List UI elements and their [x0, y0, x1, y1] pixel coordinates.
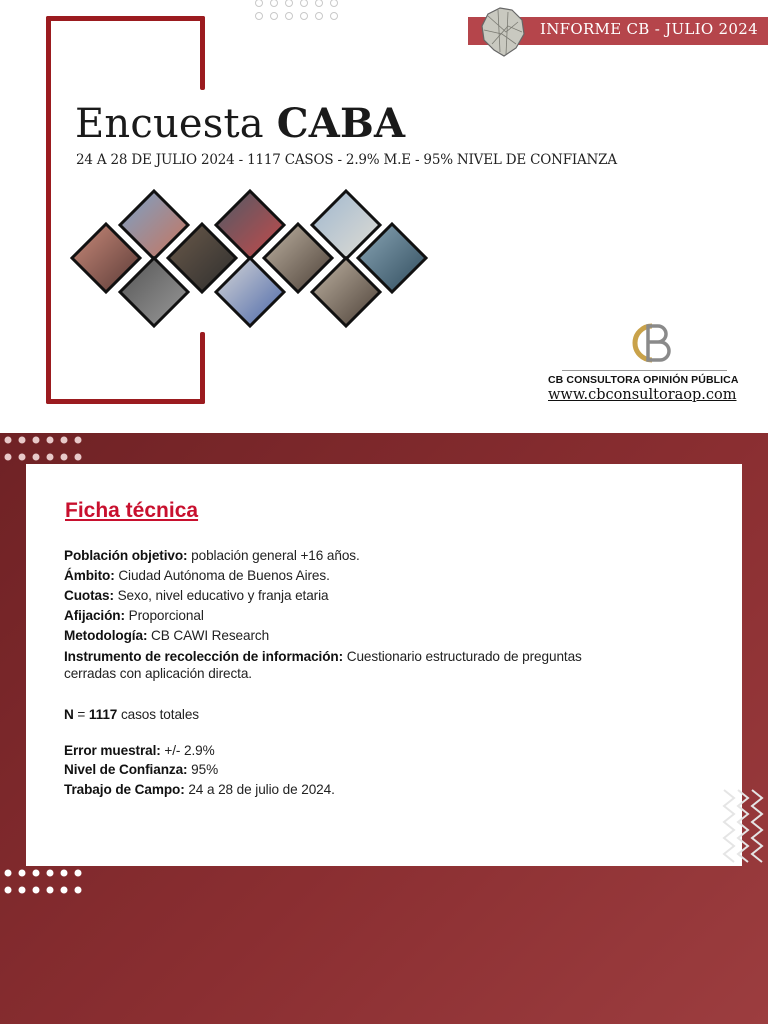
frame-bar-top: [46, 16, 205, 21]
frame-bar-left: [46, 16, 51, 404]
stat-value: +/- 2.9%: [160, 743, 215, 758]
n-suffix: casos totales: [117, 707, 199, 722]
frame-bar-right-top: [200, 16, 205, 90]
title-regular: Encuesta: [75, 101, 277, 147]
ficha-item-continuation: [64, 666, 252, 681]
ficha-value: Sexo, nivel educativo y franja etaria: [113, 588, 329, 603]
ficha-label: Instrumento de recolección de información:: [64, 649, 344, 664]
stat-item: [64, 782, 335, 797]
ficha-item: [64, 649, 582, 664]
ficha-value: población general +16 años.: [187, 548, 360, 563]
cb-logo-icon: [624, 320, 672, 366]
ficha-label: Afijación:: [64, 608, 125, 623]
ficha-item: [64, 568, 330, 583]
page-title: [75, 100, 405, 147]
caba-map-icon: [478, 4, 528, 58]
stat-value: 95%: [187, 762, 219, 777]
ficha-item: [64, 608, 204, 623]
stat-item: [64, 762, 218, 777]
ficha-item: [64, 628, 269, 643]
n-eq: =: [73, 707, 89, 722]
photo-mosaic: [70, 186, 430, 331]
ficha-value: cerradas con aplicación directa.: [64, 666, 252, 681]
ficha-item: [64, 588, 328, 603]
decorative-chevrons: [720, 786, 768, 866]
ficha-value: Cuestionario estructurado de preguntas: [343, 649, 582, 664]
stat-label: Nivel de Confianza:: [64, 762, 188, 777]
n-label: N: [64, 707, 74, 722]
ficha-value: Ciudad Autónoma de Buenos Aires.: [114, 568, 330, 583]
stat-label: Error muestral:: [64, 743, 161, 758]
brand-url-link[interactable]: www.cbconsultoraop.com: [548, 387, 737, 403]
frame-bar-bottom: [46, 399, 205, 404]
n-value: 1117: [88, 707, 118, 722]
ficha-value: CB CAWI Research: [147, 628, 270, 643]
decorative-dots-left-bottom: [4, 868, 89, 896]
ficha-label: Población objetivo:: [64, 548, 188, 563]
title-bold: CABA: [276, 100, 406, 147]
brand-name: CB CONSULTORA OPINIÓN PÚBLICA: [548, 374, 739, 386]
logo-divider: [562, 370, 727, 371]
report-badge-text: INFORME CB - JULIO 2024: [540, 20, 758, 38]
decorative-dots-top: [254, 0, 344, 22]
decorative-dots-left-top: [4, 434, 89, 464]
ficha-value: Proporcional: [124, 608, 204, 623]
frame-bar-right-bottom: [200, 332, 205, 404]
stat-item: [64, 743, 215, 758]
ficha-label: Cuotas:: [64, 588, 114, 603]
ficha-item: [64, 548, 360, 563]
ficha-heading: Ficha técnica: [65, 499, 199, 522]
ficha-label: Metodología:: [64, 628, 148, 643]
page-subtitle: 24 A 28 DE JULIO 2024 - 1117 CASOS - 2.9% M.E - 95% NIVEL DE CONFIANZA: [76, 152, 617, 168]
ficha-label: Ámbito:: [64, 568, 115, 583]
stat-value: 24 a 28 de julio de 2024.: [184, 782, 335, 797]
sample-size: [64, 707, 199, 722]
ficha-card: [26, 464, 742, 866]
stat-label: Trabajo de Campo:: [64, 782, 185, 797]
